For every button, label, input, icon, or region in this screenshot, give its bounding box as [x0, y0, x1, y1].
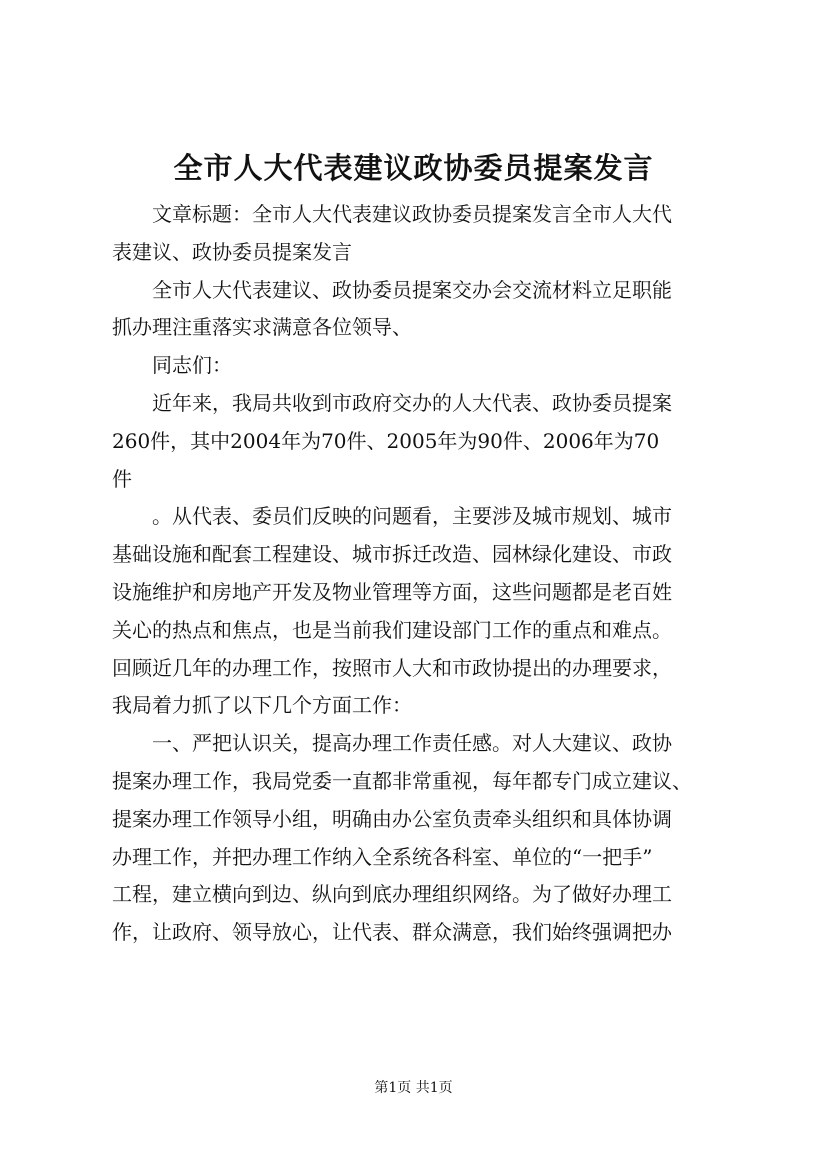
text-line: 回顾近几年的办理工作，按照市人大和市政协提出的办理要求， — [112, 655, 672, 680]
text-line: 基础设施和配套工程建设、城市拆迁改造、园林绿化建设、市政 — [112, 542, 672, 567]
text-line: 一、严把认识关，提高办理工作责任感。对人大建议、政协 — [152, 731, 672, 756]
text-line: 260件，其中2004年为70件、2005年为90件、2006年为70 — [112, 428, 660, 453]
text-line: 表建议、政协委员提案发言 — [112, 239, 352, 264]
text-line: 。从代表、委员们反映的问题看，主要涉及城市规划、城市 — [152, 504, 672, 529]
document-body — [112, 196, 742, 952]
text-line: 文章标题：全市人大代表建议政协委员提案发言全市人大代 — [152, 202, 672, 226]
text-line: 我局着力抓了以下几个方面工作： — [112, 693, 412, 718]
text-line: 办理工作，并把办理工作纳入全系统各科室、单位的“一把手” — [112, 844, 653, 869]
text-line: 近年来，我局共收到市政府交办的人大代表、政协委员提案 — [152, 390, 672, 415]
text-line: 关心的热点和焦点，也是当前我们建设部门工作的重点和难点。 — [112, 617, 672, 642]
text-line: 件 — [112, 466, 132, 491]
text-line: 同志们： — [152, 353, 232, 378]
page-footer: 第1页 共1页 — [374, 1080, 453, 1096]
text-line: 工程，建立横向到边、纵向到底办理组织网络。为了做好办理工 — [112, 882, 672, 907]
text-line: 提案办理工作领导小组，明确由办公室负责牵头组织和具体协调 — [112, 806, 672, 831]
text-line: 设施维护和房地产开发及物业管理等方面，这些问题都是老百姓 — [112, 579, 672, 604]
text-line: 抓办理注重落实求满意各位领导、 — [112, 315, 412, 340]
text-line: 提案办理工作，我局党委一直都非常重视，每年都专门成立建议、 — [112, 768, 692, 793]
document-title: 全市人大代表建议政协委员提案发言 — [173, 151, 654, 185]
text-line: 作，让政府、领导放心，让代表、群众满意，我们始终强调把办 — [112, 920, 672, 945]
text-line: 全市人大代表建议、政协委员提案交办会交流材料立足职能 — [152, 277, 672, 302]
